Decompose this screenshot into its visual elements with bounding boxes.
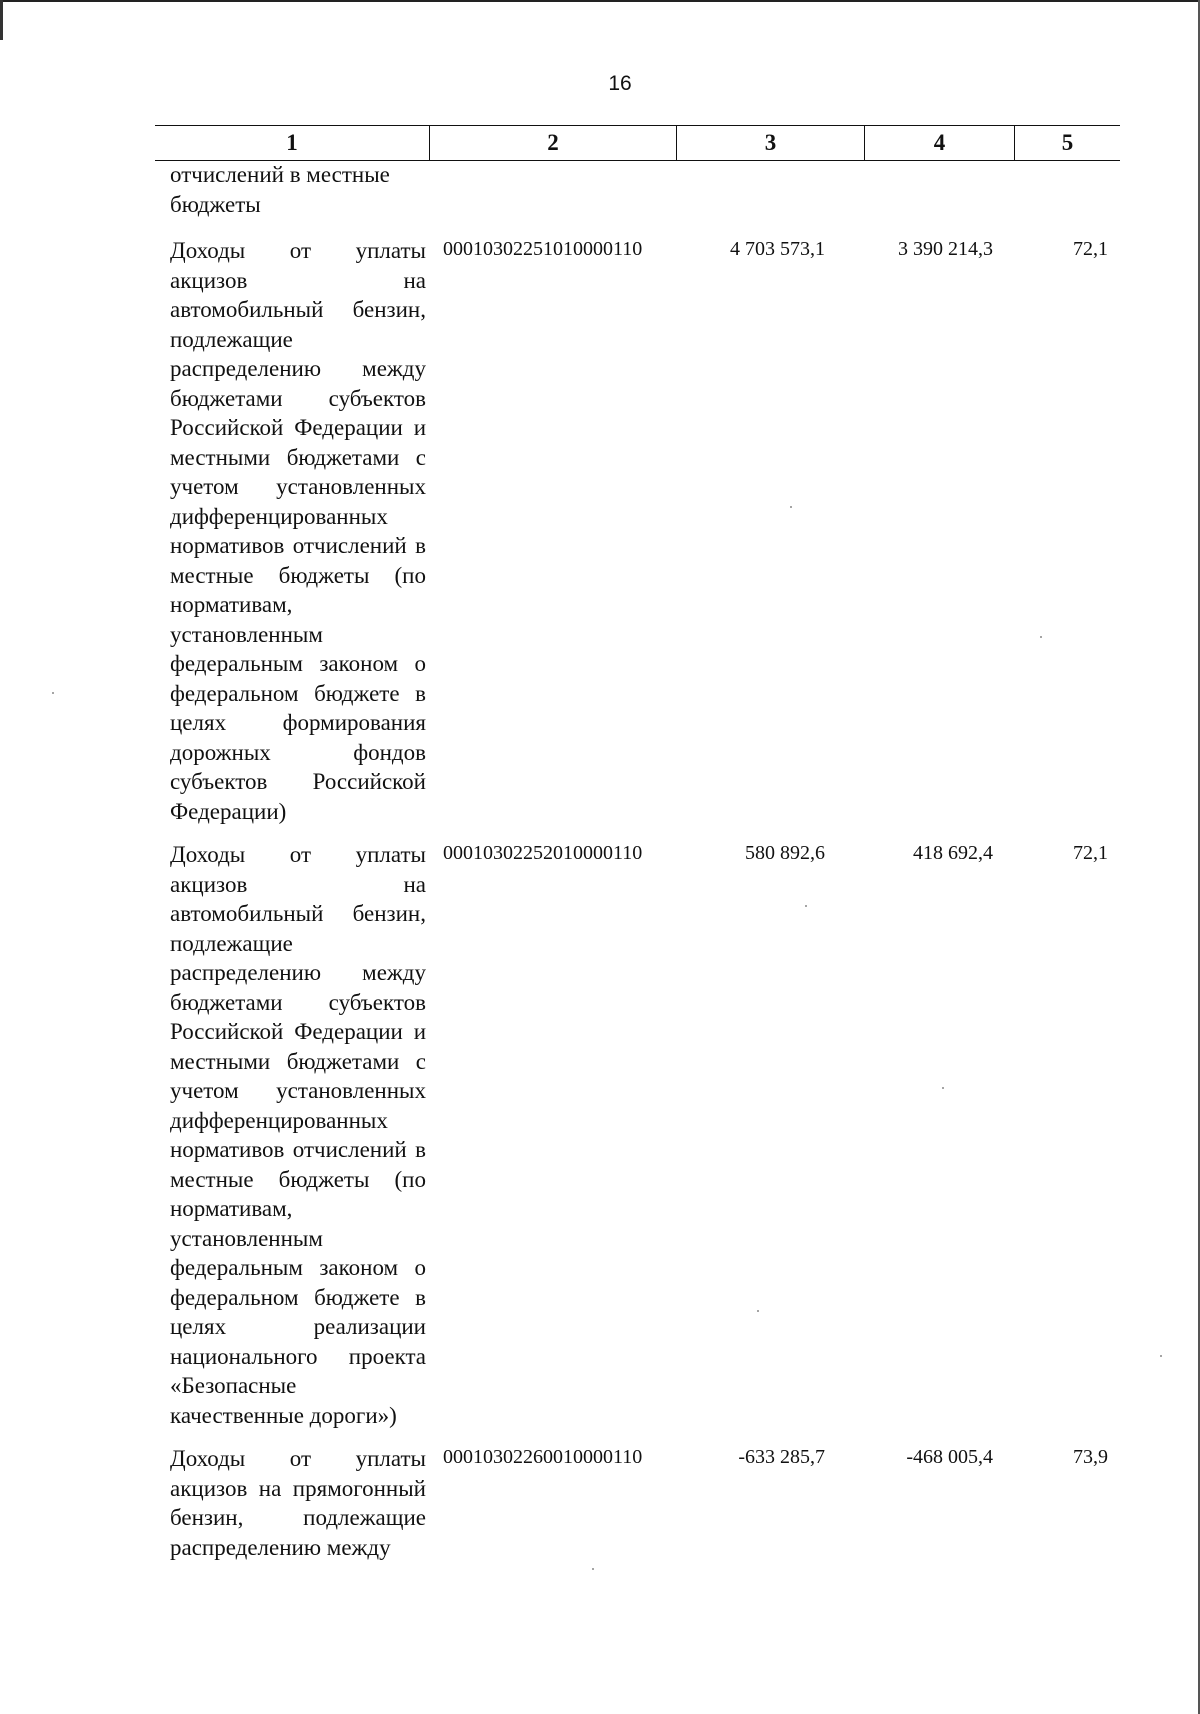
page-number: 16 xyxy=(608,72,632,95)
row-3-col4: -468 005,4 xyxy=(906,1446,993,1468)
row-3-col3: -633 285,7 xyxy=(738,1446,825,1468)
header-col-3: 3 xyxy=(677,126,865,160)
row-3-description: Доходы от уплаты акцизов на прямогонный бензин, подлежащие распределению между xyxy=(170,1446,426,1560)
scan-speck xyxy=(757,1310,759,1312)
header-col-4: 4 xyxy=(865,126,1015,160)
row-3-code: 00010302260010000110 xyxy=(443,1446,643,1468)
scan-speck xyxy=(1040,636,1042,638)
scan-speck xyxy=(790,506,792,508)
header-col-1: 1 xyxy=(155,126,430,160)
scan-edge-top xyxy=(0,0,1200,2)
row-2-col5: 72,1 xyxy=(1073,842,1108,864)
row-1-code: 00010302251010000110 xyxy=(443,238,643,260)
row-2-col4: 418 692,4 xyxy=(913,842,993,864)
row-1-description: Доходы от уплаты акцизов на автомобильный бензин, подлежащие распределению между бюджетами субъектов Российской Федерации и местными бюджетами с учетом установленных дифференцированных нормативов отчислений в местные бюджеты (по нормативам, установленным федеральным законом о федеральном бюджете в целях формирования дорожных фондов субъектов Российской Федерации) xyxy=(170,238,426,824)
scan-speck xyxy=(52,692,54,694)
scan-edge-left xyxy=(0,0,3,40)
header-col-5: 5 xyxy=(1061,130,1074,155)
row-2-code: 00010302252010000110 xyxy=(443,842,643,864)
row-1-col3: 4 703 573,1 xyxy=(730,238,825,260)
scan-speck xyxy=(805,905,807,907)
scan-speck xyxy=(592,1568,594,1570)
continuation-text: отчислений в местные бюджеты xyxy=(170,162,390,217)
scan-speck xyxy=(942,1087,944,1089)
row-2-description: Доходы от уплаты акцизов на автомобильный бензин, подлежащие распределению между бюджетами субъектов Российской Федерации и местными бюджетами с учетом установленных дифференцированных нормативов отчислений в местные бюджеты (по нормативам, установленным федеральным законом о федеральном бюджете в целях реализации национального проекта «Безопасные качественные дороги») xyxy=(170,842,426,1428)
row-1-col5: 72,1 xyxy=(1073,238,1108,260)
scan-speck xyxy=(1160,1355,1162,1357)
table-header xyxy=(155,125,1120,161)
row-3-col5: 73,9 xyxy=(1073,1446,1108,1468)
row-2-col3: 580 892,6 xyxy=(745,842,825,864)
row-1-col4: 3 390 214,3 xyxy=(898,238,993,260)
header-col-2: 2 xyxy=(430,126,677,160)
